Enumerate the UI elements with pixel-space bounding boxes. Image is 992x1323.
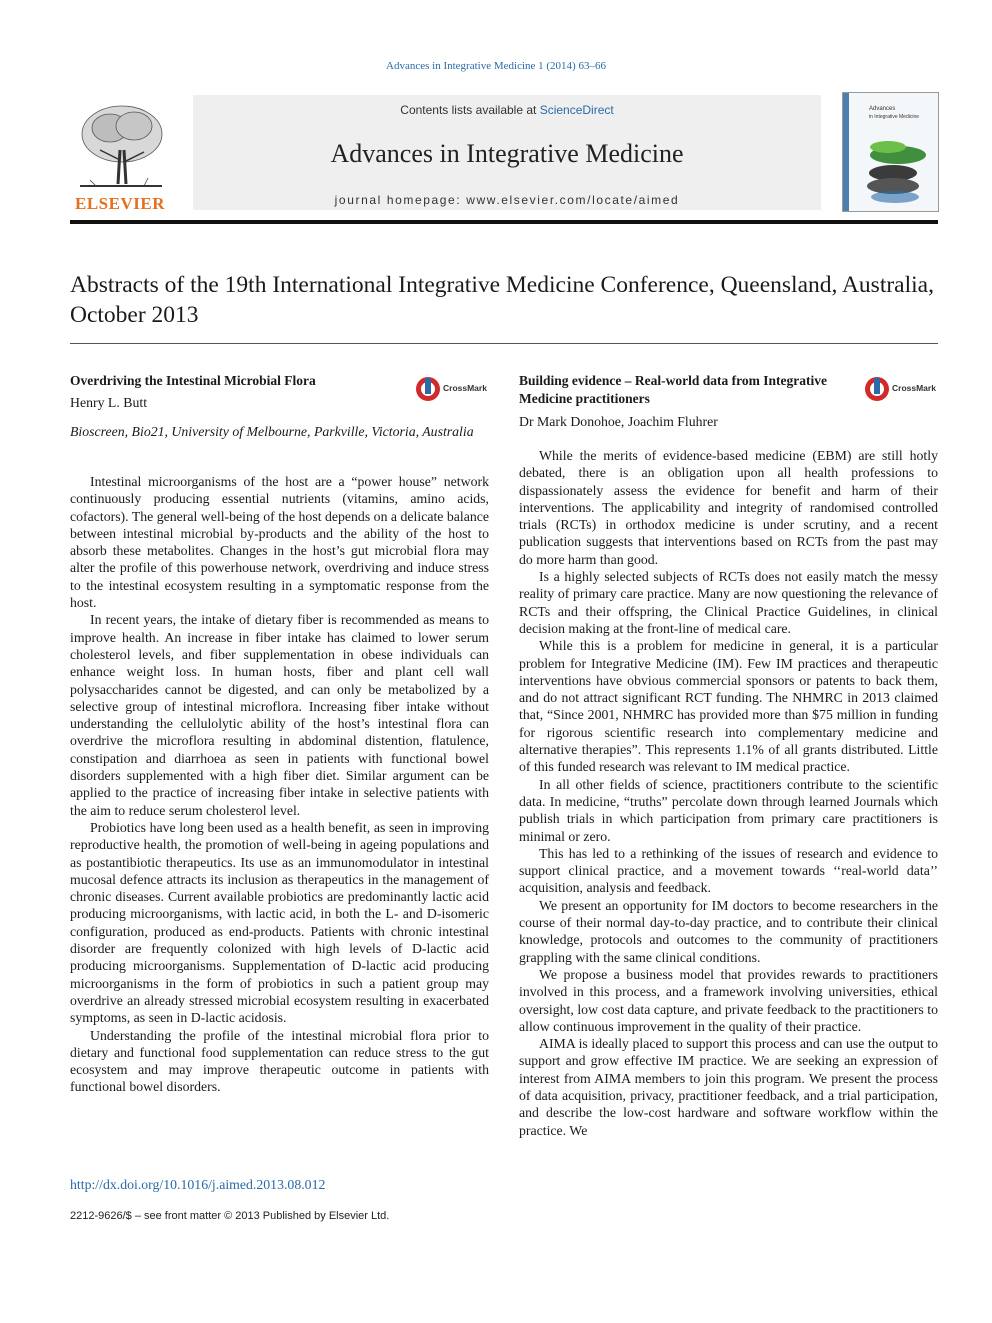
cover-title-line-2: in Integrative Medicine [869,114,920,120]
crossmark-label: CrossMark [892,383,936,393]
page-title: Abstracts of the 19th International Integrative Medicine Conference, Queensland, Australia, October 2013 [70,272,934,328]
left-paragraph: Intestinal microorganisms of the host are a “power house” network continuously producing essential nutrients (vitamins, amino acids, cofactors). The general well-being of the host depends on a delicate balance between intestinal microbial by-products and the ability of the host to absorb these metabolites. Changes in the host’s gut microbial flora may alter the profile of this powerhouse network, overdriving and induce stress to the intestinal ecosystem resulting in a symptomatic response from the host. [70,474,489,611]
right-article-title: Building evidence – Real-world data from Integrative Medicine practitioners [519,373,827,406]
publisher-name: ELSEVIER [75,194,165,213]
sciencedirect-link[interactable]: ScienceDirect [539,103,614,117]
title-rule [70,343,938,344]
left-paragraph: Probiotics have long been used as a health benefit, as seen in improving reproductive health, the promotion of well-being in ageing populations and as postantibiotic therapeutics. Its use as an immunomodulator in intestinal mucosal defence attracts its inclusion as therapeutics in the management of chronic diseases. Current available probiotics are predominantly lactic acid producing microorganisms, with lactic acid, in both the L- and D-isomeric configuration, produced as end-products. Patients with chronic intestinal disorder are frequently colonized with high levels of D-lactic acid producing microorganisms. Supplementation of D-lactic acid producing microorganisms in the form of probiotics in such a patient group may overdrive an already stressed microbial ecosystem resulting in exacerbated symptoms, as seen in D-lactic acidosis. [70,819,489,1026]
journal-cover-image [843,93,938,211]
elsevier-logo[interactable] [70,100,170,214]
contents-prefix: Contents lists available at [400,103,540,117]
right-paragraph: AIMA is ideally placed to support this process and can use the output to support and grow effective IM practice. We are seeking an expression of interest from AIMA members to join this program. We present the process of data acquisition, privacy, practitioner feedback, and a trial participation, and describe the low-cost hardware and software workflow within the practice. We [519,1036,938,1138]
crossmark-label: CrossMark [443,383,487,393]
contents-line [193,103,821,117]
crossmark-icon [415,374,441,404]
right-article-body [519,447,938,1139]
issn-notice: 2212-9626/$ – see front matter © 2013 Published by Elsevier Ltd. [70,1210,390,1222]
right-paragraph: In all other fields of science, practitioners contribute to the scientific data. In medicine, “truths” percolate down through learned Journals which publish trials in which participation from primary care practitioners is minimal or zero. [519,776,938,844]
right-paragraph: We propose a business model that provides rewards to practitioners involved in this process, and a framework involving universities, ethical oversight, low cost data capture, and private feedback to the practitioners to allow continuous improvement in the quality of their practice. [519,966,938,1034]
cover-title-line-1: Advances [869,106,896,112]
journal-title: Advances in Integrative Medicine [330,139,684,168]
left-article-body [70,473,489,1096]
right-crossmark-badge[interactable] [864,374,939,406]
right-paragraph: We present an opportunity for IM doctors to become researchers in the course of their normal day-to-day practice, and to contribute their clinical knowledge, protocols and outcomes to the community of practitioners grappling with the same clinical conditions. [519,897,938,965]
left-paragraph: Understanding the profile of the intestinal microbial flora prior to dietary and functional food supplementation can reduce stress to the gut ecosystem and may improve therapeutic outcome in patients with functional bowel disorders. [70,1027,489,1095]
header-rule [70,220,938,224]
left-article-author: Henry L. Butt [70,395,148,410]
right-article-author: Dr Mark Donohoe, Joachim Fluhrer [519,414,718,429]
left-paragraph: In recent years, the intake of dietary fiber is recommended as means to improve health. An increase in fiber intake has claimed to lower serum cholesterol levels, and fiber supplementation in obese individuals can enhance weight loss. In human hosts, fiber and plant cell wall polysaccharides cannot be digested, and can only be metabolized by a selective group of intestinal microflora. Increasing fiber intake without understanding the cellulolytic ability of the host’s intestinal flora can overdrive the microflora resulting in abdominal distention, flatulence, constipation and diarrhoea as seen in patients with functional bowel disorders supplemented with a high fiber diet. Similar argument can be applied to the practice of increasing fiber intake in selective patients with the aim to reduce serum cholesterol level. [70,612,489,818]
crossmark-icon [864,374,890,404]
elsevier-tree-icon [70,100,170,194]
journal-homepage[interactable]: journal homepage: www.elsevier.com/locate/aimed [334,193,680,207]
journal-masthead [193,95,821,210]
left-article-affiliation: Bioscreen, Bio21, University of Melbourne, Parkville, Victoria, Australia [70,424,474,439]
left-crossmark-badge[interactable] [415,374,490,406]
right-paragraph: This has led to a rethinking of the issues of research and evidence to support clinical practice, and a movement towards ‘‘real-world data’’ acquisition, analysis and feedback. [519,845,938,896]
journal-cover[interactable] [842,92,939,212]
left-article-title: Overdriving the Intestinal Microbial Flora [70,373,316,388]
right-paragraph: While this is a problem for medicine in general, it is a particular problem for Integrative Medicine (IM). Few IM practices and therapeutic interventions have obvious commercial sponsors or patents to back them, and do not attract significant RCT funding. The NHMRC in 2013 claimed that, “Since 2001, NHMRC has provided more than $75 million in funding for rigorous scientific research into complementary medicine and alternative therapies”. This represents 1.1% of all grants distributed. Little of this funded research was relevant to IM medical practice. [519,638,938,775]
right-paragraph: Is a highly selected subjects of RCTs does not easily match the messy reality of primary care practice. Many are now questioning the relevance of RCTs and their offspring, the Clinical Practice Guidelines, in clinical decision making at the front-line of medical care. [519,569,938,636]
doi-link[interactable]: http://dx.doi.org/10.1016/j.aimed.2013.08.012 [70,1177,326,1192]
journal-citation[interactable]: Advances in Integrative Medicine 1 (2014) 63–66 [386,60,606,72]
right-paragraph: While the merits of evidence-based medicine (EBM) are still hotly debated, there is an obligation upon all health professions to dispassionately assess the evidence for benefit and harm of their interventions. The applicability and integrity of randomised controlled trials (RCTs) in orthodox medicine is under scrutiny, and a recent publication suggests that interventions based on RCTs from the past may do more harm than good. [519,448,938,567]
